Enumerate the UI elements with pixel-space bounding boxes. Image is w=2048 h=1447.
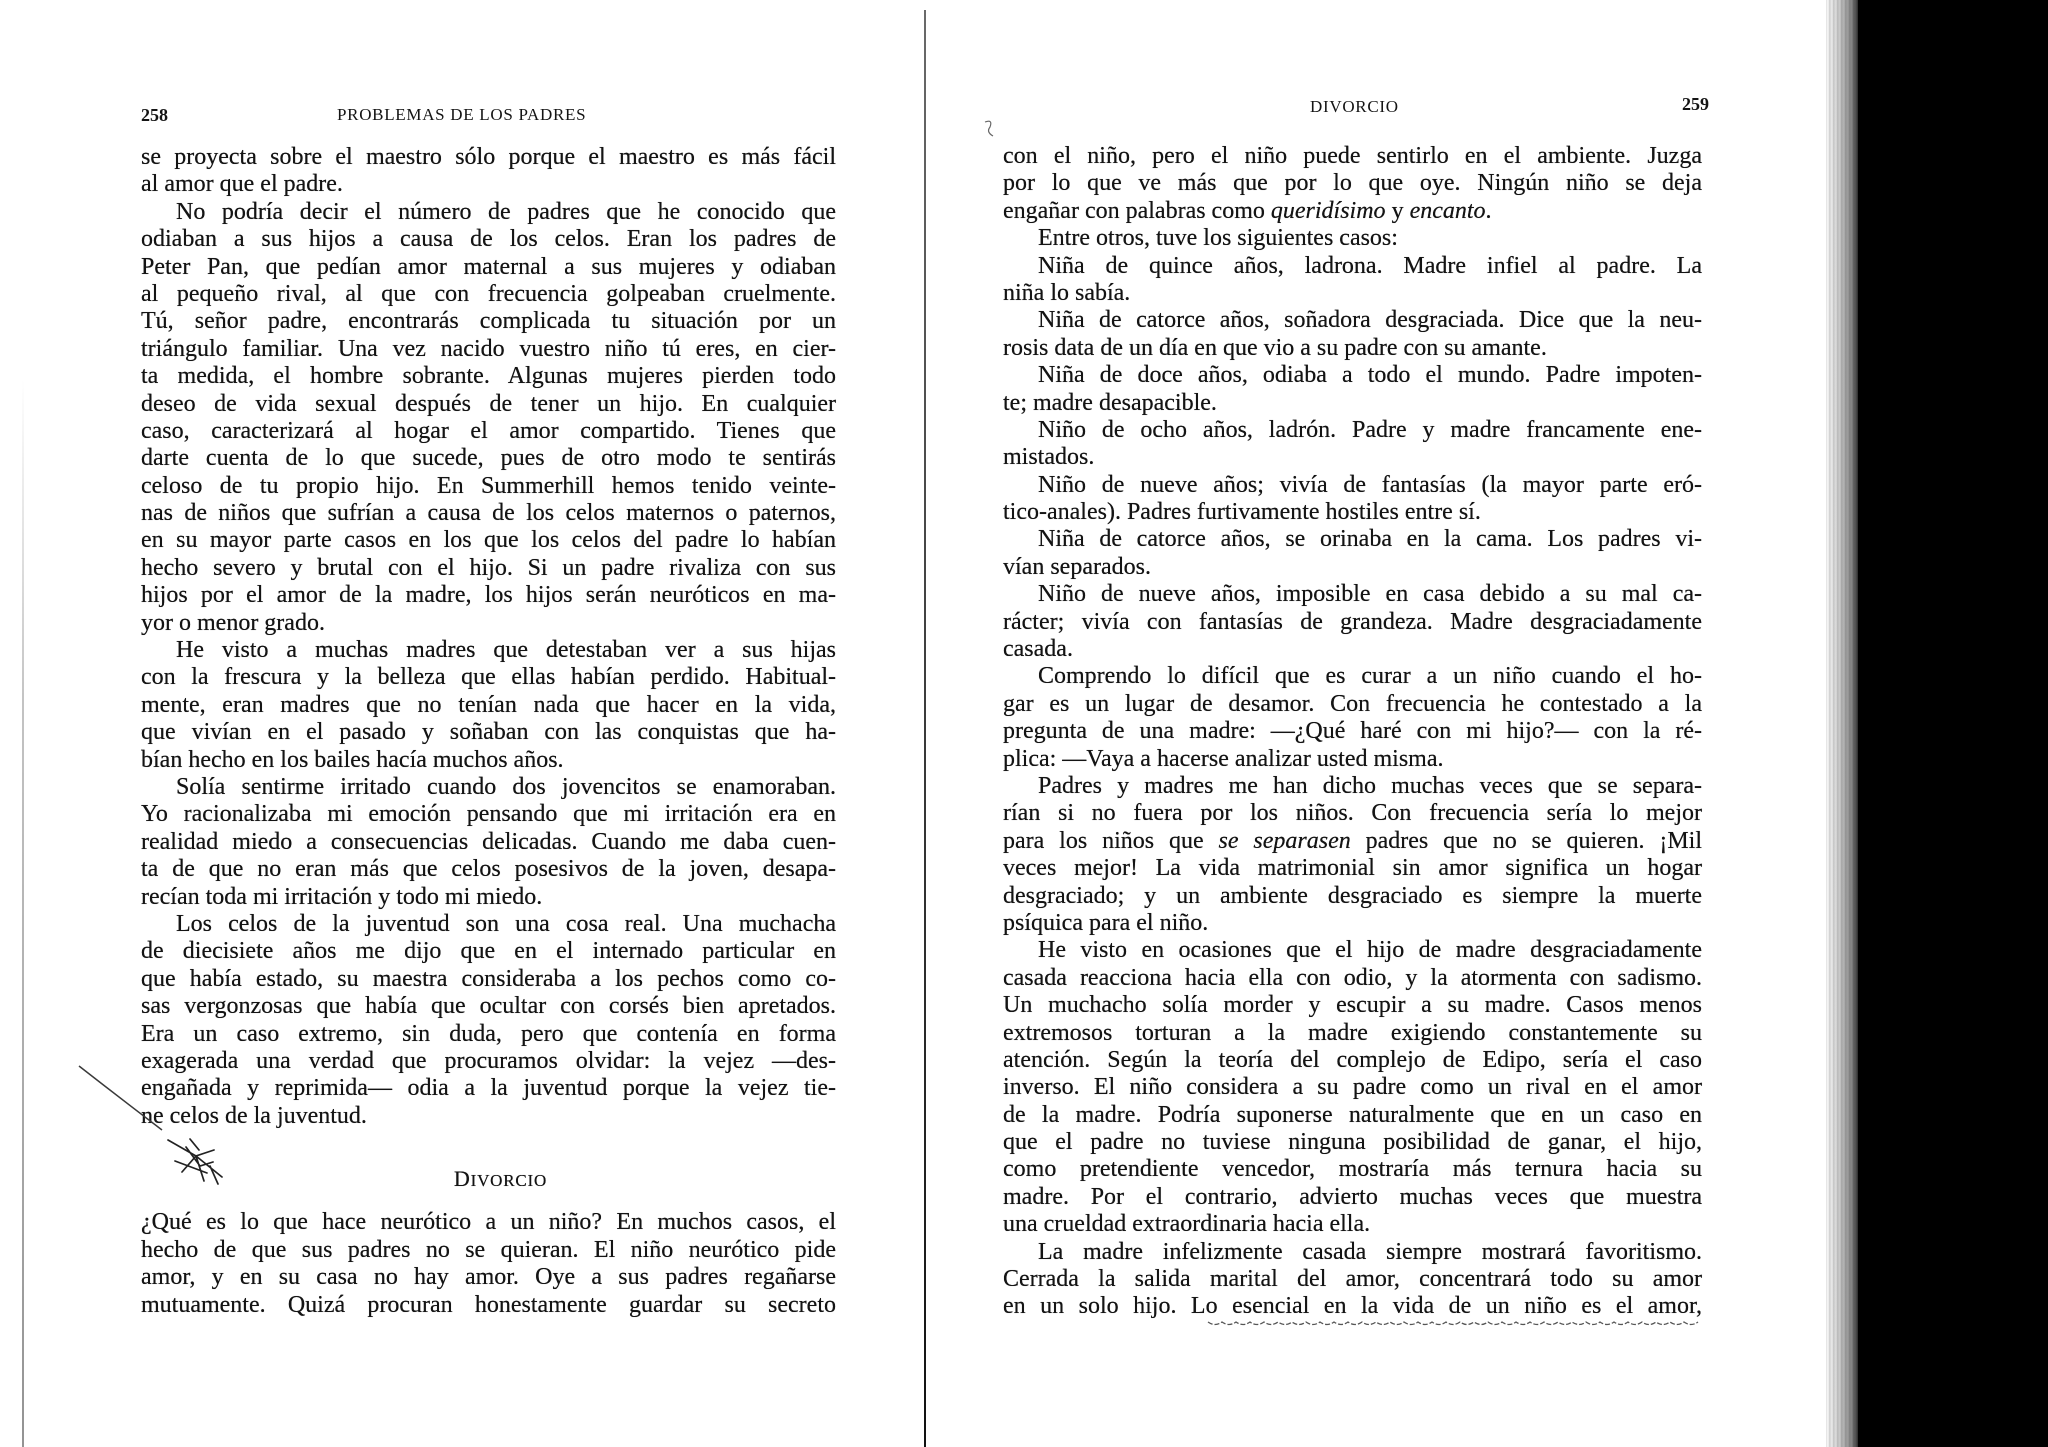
text-line: Niño de nueve años; vivía de fantasías (la mayor parte eró- [1038,471,1702,498]
text-line: ne celos de la juventud. [141,1102,367,1129]
text-line: ¿Qué es lo que hace neurótico a un niño? En muchos casos, el [141,1209,836,1236]
text-line: de la madre. Podría suponerse naturalmente que en un caso en [1003,1101,1702,1128]
italic-text: se separasen [1218,827,1351,854]
text-line: en su mayor parte casos en los que los celos del padre lo habían [141,527,836,554]
text-line: No podría decir el número de padres que he conocido que [176,198,836,225]
text-line [1003,198,1702,225]
text-line: como pretendiente vencedor, mostraría más ternura hacia su [1003,1156,1702,1183]
paragraph [141,1209,836,1319]
text-block [141,1165,836,1319]
text-line: hijos por el amor de la madre, los hijos serán neuróticos en ma- [141,582,836,609]
text-line: psíquica para el niño. [1003,909,1209,936]
paragraph [1003,362,1702,417]
right-page-text [1003,143,1702,1321]
text-line: Yo racionalizaba mi emoción pensando que mi irritación era en [141,801,836,828]
text-line: Tú, señor padre, encontrarás complicada tu situación por un [141,308,836,335]
text-line: te; madre desapacible. [1003,389,1217,416]
text-line: que el padre no tuviese ninguna posibilidad de ganar, el hijo, [1003,1129,1702,1156]
text-line: de diecisiete años me dijo que en el internado particular en [141,938,836,965]
text-line: Solía sentirme irritado cuando dos jovencitos se enamoraban. [176,773,836,800]
text-line: extremosos torturan a la madre exigiendo constantemente su [1003,1019,1702,1046]
paragraph [1003,581,1702,663]
text-line: ta medida, el hombre sobrante. Algunas mujeres pierden todo [141,363,836,390]
paragraph [1003,526,1702,581]
text-line: Niña de doce años, odiaba a todo el mundo. Padre impoten- [1038,362,1702,389]
paragraph [1003,663,1702,773]
text-line: odiaban a sus hijos a causa de los celos. Eran los padres de [141,226,836,253]
text-segment: engañar con palabras como [1003,197,1271,224]
text-line: La madre infelizmente casada siempre mostrará favoritismo. [1038,1238,1702,1265]
text-line: He visto en ocasiones que el hijo de madre desgraciadamente [1038,937,1702,964]
left-page-text [141,144,836,1319]
text-line: Cerrada la salida marital del amor, concentrará todo su amor [1003,1266,1702,1293]
text-line: Era un caso extremo, sin duda, pero que contenía en forma [141,1020,836,1047]
text-line: engañada y reprimida— odia a la juventud porque la vejez tie- [141,1075,836,1102]
scan-black-band [1858,0,2048,1447]
text-line: Un muchacho solía morder y escupir a su madre. Casos menos [1003,992,1702,1019]
text-line: darte cuenta de lo que sucede, pues de otro modo te sentirás [141,445,836,472]
text-line: Comprendo lo difícil que es curar a un niño cuando el ho- [1038,663,1702,690]
left-page [0,0,924,1447]
paragraph [1003,1239,1702,1321]
text-block [141,144,836,1130]
text-line: recían toda mi irritación y todo mi miedo. [141,883,543,910]
text-line: He visto a muchas madres que detestaban ver a sus hijas [176,637,836,664]
paragraph [141,911,836,1130]
text-line: inverso. El niño considera a su padre como un rival en el amor [1003,1074,1702,1101]
text-line: que vivían en el pasado y soñaban con las conquistas que ha- [141,719,836,746]
text-line: mistados. [1003,444,1095,471]
text-line: casada reacciona hacia ella con odio, y la atormenta con sadismo. [1003,964,1702,991]
text-line: Niño de ocho años, ladrón. Padre y madre francamente ene- [1038,416,1702,443]
text-line: se proyecta sobre el maestro sólo porque el maestro es más fácil [141,144,836,170]
paragraph [1003,937,1702,1238]
text-line: en un solo hijo. Lo esencial en la vida de un niño es el amor, [1003,1293,1702,1320]
running-head: DIVORCIO [1310,97,1399,116]
text-line: ta de que no eran más que celos posesivos de la joven, desapa- [141,856,836,883]
text-line: Niño de nueve años, imposible en casa debido a su mal ca- [1038,581,1702,608]
text-line: niña lo sabía. [1003,279,1131,306]
paragraph [141,199,836,637]
paragraph [1003,307,1702,362]
text-segment: . [1485,197,1492,224]
text-line: nas de niños que sufrían a causa de los celos maternos o paternos, [141,500,836,527]
paragraph [1003,472,1702,527]
text-line: atención. Según la teoría del complejo de Edipo, sería el caso [1003,1046,1702,1073]
text-line: caso, caracterizará al hogar el amor compartido. Tienes que [141,417,836,444]
text-line: hecho severo y brutal con el hijo. Si un padre rivaliza con sus [141,554,836,581]
page-number: 258 [141,105,168,125]
text-line: Niña de catorce años, soñadora desgraciada. Dice que la neu- [1038,307,1702,334]
text-line: Padres y madres me han dicho muchas veces que se separa- [1038,772,1702,799]
text-line: gar es un lugar de desamor. Con frecuencia he contestado a la [1003,690,1702,717]
text-line: yor o menor grado. [141,609,325,636]
paragraph [141,144,836,199]
text-line: Los celos de la juventud son una cosa real. Una muchacha [176,910,836,937]
text-block [1003,143,1702,1321]
text-line: con el niño, pero el niño puede sentirlo en el ambiente. Juzga [1003,143,1702,169]
text-line: al amor que el padre. [141,171,343,198]
text-line: desgraciado; y un ambiente desgraciado es siempre la muerte [1003,882,1702,909]
text-line: por lo que ve más que por lo que oye. Ningún niño se deja [1003,170,1702,197]
text-line: deseo de vida sexual después de tener un hijo. En cualquier [141,390,836,417]
text-line: sas vergonzosas que había que ocultar con corsés bien apretados. [141,993,836,1020]
text-line: Niña de quince años, ladrona. Madre infiel al padre. La [1038,252,1702,279]
text-line: exagerada una verdad que procuramos olvidar: la vejez —des- [141,1047,836,1074]
paragraph [1003,143,1702,225]
text-line: madre. Por el contrario, advierto muchas veces que muestra [1003,1183,1702,1210]
text-line: mente, eran madres que no tenían nada que hacer en la vida, [141,691,836,718]
text-line: triángulo familiar. Una vez nacido vuestro niño tú eres, en cier- [141,335,836,362]
paragraph [1003,253,1702,308]
text-line: Peter Pan, que pedían amor maternal a sus mujeres y odiaban [141,253,836,280]
text-segment: para los niños que [1003,827,1219,854]
text-line: Entre otros, tuve los siguientes casos: [1038,225,1398,252]
paragraph [141,637,836,774]
text-line: una crueldad extraordinaria hacia ella. [1003,1211,1371,1238]
running-head: PROBLEMAS DE LOS PADRES [337,105,587,124]
text-line: plica: —Vaya a hacerse analizar usted misma. [1003,745,1444,772]
italic-text: queridísimo [1270,197,1386,224]
paragraph [1003,225,1702,252]
text-line: rían si no fuera por los niños. Con frecuencia sería lo mejor [1003,800,1702,827]
text-line: vían separados. [1003,553,1151,580]
text-line: amor, y en su casa no hay amor. Oye a sus padres regañarse [141,1264,836,1291]
text-line: rácter; vivía con fantasías de grandeza. Madre desgraciadamente [1003,608,1702,635]
text-segment: padres que no se quieren. ¡Mil [1350,827,1702,854]
paragraph [1003,773,1702,937]
section-heading: DIVORCIO [453,1166,548,1192]
scan-edge-strip [1826,0,1860,1447]
text-line: veces mejor! La vida matrimonial sin amor significa un hogar [1003,855,1702,882]
text-line: mutuamente. Quizá procuran honestamente guardar su secreto [141,1291,836,1318]
text-line: bían hecho en los bailes hacía muchos años. [141,746,564,773]
text-line: celoso de tu propio hijo. En Summerhill hemos tenido veinte- [141,472,836,499]
text-line [1003,828,1702,855]
text-line: que había estado, su maestra consideraba a los pechos como co- [141,965,836,992]
text-line: Niña de catorce años, se orinaba en la cama. Los padres vi- [1038,526,1702,553]
text-line: con la frescura y la belleza que ellas habían perdido. Habitual- [141,664,836,691]
text-segment: y [1385,197,1410,224]
paragraph [141,774,836,911]
paragraph [1003,417,1702,472]
text-line: realidad miedo a consecuencias delicadas. Cuando me daba cuen- [141,828,836,855]
italic-text: encanto [1409,197,1486,224]
text-line: rosis data de un día en que vio a su padre con su amante. [1003,334,1547,361]
text-line: pregunta de una madre: —¿Qué haré con mi hijo?— con la ré- [1003,718,1702,745]
page-number: 259 [1682,94,1709,114]
text-line: al pequeño rival, al que con frecuencia golpeaban cruelmente. [141,280,836,307]
text-line: tico-anales). Padres furtivamente hostiles entre sí. [1003,499,1481,526]
right-page [926,0,1826,1447]
text-line: hecho de que sus padres no se quieran. El niño neurótico pide [141,1236,836,1263]
text-line: casada. [1003,636,1073,663]
